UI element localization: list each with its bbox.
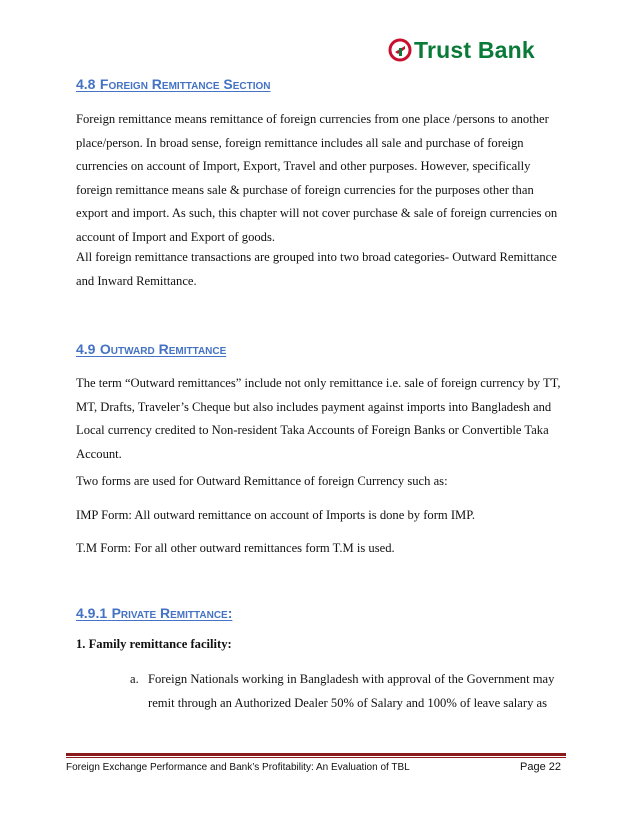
trust-bank-logo: [388, 36, 535, 64]
paragraph-outward-remittance-term: The term “Outward remittances” include not only remittance i.e. sale of foreign currency by TT, MT, Drafts, Traveler’s Cheque but also includes payment against imports into Bangladesh and Local currency credited to Non-resident Taka Accounts of Foreign Banks or Convertible Taka Account.: [76, 376, 561, 461]
list-item-text: Foreign Nationals working in Bangladesh with approval of the Government may remit through an Authorized Dealer 50% of Salary and 100% of leave salary as: [148, 672, 555, 710]
footer-divider-thin: [66, 757, 566, 758]
footer-title: Foreign Exchange Performance and Bank’s Profitability: An Evaluation of TBL: [66, 762, 410, 773]
page-number: Page 22: [520, 761, 561, 773]
section-heading-4-9-1: [76, 605, 232, 623]
section-title: Private Remittance:: [111, 605, 233, 621]
subheading-family-remittance: 1. Family remittance facility:: [76, 637, 232, 651]
section-number: 4.9: [76, 341, 96, 357]
paragraph-remittance-categories: All foreign remittance transactions are grouped into two broad categories- Outward Remittance and Inward Remittance.: [76, 250, 557, 288]
section-heading-4-9: [76, 341, 226, 359]
section-title: Foreign Remittance Section: [99, 76, 271, 92]
paragraph-tm-form: T.M Form: For all other outward remittances form T.M is used.: [76, 541, 395, 555]
footer-divider-thick: [66, 753, 566, 756]
trust-bank-emblem-icon: [388, 38, 412, 62]
list-item: [130, 668, 570, 715]
section-number: 4.9.1: [76, 605, 108, 621]
brand-name: Trust Bank: [414, 36, 535, 63]
section-title: Outward Remittance: [99, 341, 227, 357]
section-heading-4-8: [76, 76, 271, 94]
paragraph-forms-intro: Two forms are used for Outward Remittance of foreign Currency such as:: [76, 474, 448, 488]
paragraph-foreign-remittance-definition: Foreign remittance means remittance of foreign currencies from one place /persons to another place/person. In broad sense, foreign remittance includes all sale and purchase of foreign currencies on account of Import, Export, Travel and other purposes. However, specifically foreign remittance means sale & purchase of foreign currencies for the purposes other than export and import. As such, this chapter will not cover purchase & sale of foreign currencies on account of Import and Export of goods.: [76, 112, 558, 244]
paragraph-imp-form: IMP Form: All outward remittance on account of Imports is done by form IMP.: [76, 508, 475, 522]
section-number: 4.8: [76, 76, 96, 92]
list-marker: a.: [130, 672, 139, 686]
